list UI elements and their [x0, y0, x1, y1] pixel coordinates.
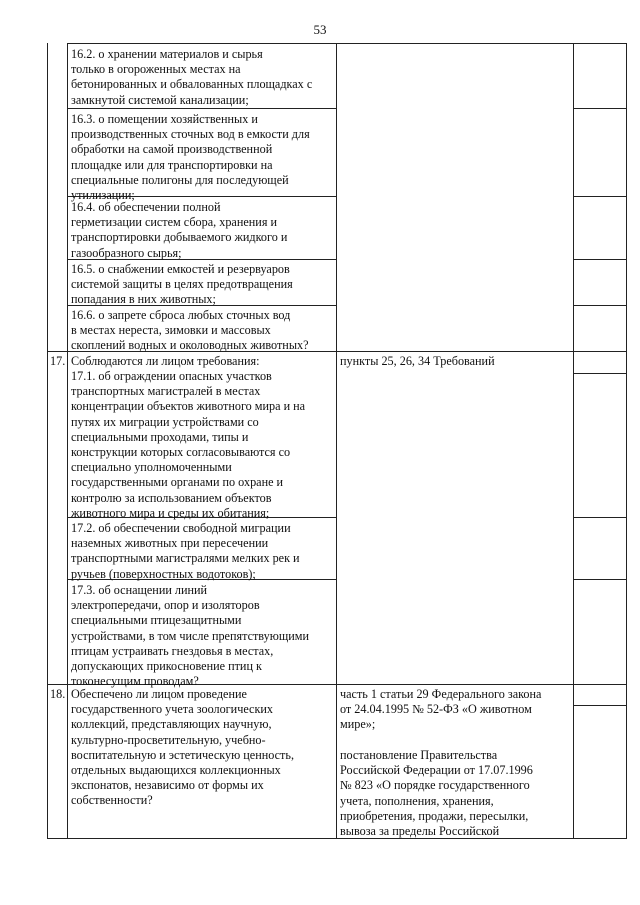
item-17-3: 17.3. об оснащении линий электропередачи, опор и изоляторов специальными птицезащитными устройствами, в том числе препятствующими птицам устраивать гнездовья в местах, допускающих прикосновение птиц к токонесущим проводам? [71, 583, 309, 689]
table-border-right [626, 43, 627, 838]
row-divider [573, 305, 627, 306]
item-18-reference-decree: постановление Правительства Российской Федерации от 17.07.1996 № 823 «О порядке государственного учета, пополнения, хранения, приобретения, продажи, пересылки, вывоза за пределы Российской [340, 748, 533, 839]
requirements-table [47, 43, 627, 838]
item-16-5: 16.5. о снабжении емкостей и резервуаров системой защиты в целях предотвращения попадания в них животных; [71, 262, 293, 307]
item-16-3: 16.3. о помещении хозяйственных и производственных сточных вод в емкости для обработки на самой производственной площадке или для транспортировки на специальные полигоны для последующей утилизации; [71, 112, 310, 203]
column-divider-question [336, 43, 337, 838]
row-top-border [67, 43, 627, 44]
item-17-1: 17.1. об ограждении опасных участков транспортных магистралей в местах концентрации объектов животного мира и на путях их миграции устройствами со специальными проходами, типы и конструкции которых согласовываются со специально уполномоченными государственными органами по охране и контролю за использованием объектов животного мира и среды их обитания; [71, 369, 306, 520]
row-divider [573, 517, 627, 518]
item-16-2: 16.2. о хранении материалов и сырья только в огороженных местах на бетонированных и обвалованных площадках с замкнутой системой канализации; [71, 47, 313, 107]
row-number-18: 18. [50, 687, 66, 701]
table-border-left [47, 43, 48, 838]
item-18-question: Обеспечено ли лицом проведение государственного учета зоологических коллекций, представляющих научную, культурно-просветительную, учебно- воспитательную и эстетическую ценность, отдельных выдающихся коллекционных экспонатов, независимо от формы их собственности? [71, 687, 294, 808]
row-divider [573, 373, 627, 374]
row-divider [573, 259, 627, 260]
column-divider-reference [573, 43, 574, 838]
row-divider [573, 579, 627, 580]
item-18-reference-law: часть 1 статьи 29 Федерального закона от 24.04.1995 № 52-ФЗ «О животном мире»; [340, 687, 542, 732]
item-17-reference: пункты 25, 26, 34 Требований [340, 354, 495, 368]
item-16-4: 16.4. об обеспечении полной герметизации систем сбора, хранения и транспортировки добываемого жидкого и газообразного сырья; [71, 200, 288, 260]
column-divider-number [67, 43, 68, 838]
row-divider [573, 196, 627, 197]
row-divider [67, 108, 336, 109]
row-divider [573, 705, 627, 706]
item-17-2: 17.2. об обеспечении свободной миграции наземных животных при пересечении транспортными магистралями мелких рек и ручьев (поверхностных водотоков); [71, 521, 300, 581]
page-number: 53 [313, 22, 327, 37]
item-16-6: 16.6. о запрете сброса любых сточных вод в местах нереста, зимовки и массовых скоплений водных и околоводных животных? [71, 308, 309, 353]
row-number-17: 17. [50, 354, 66, 368]
item-17-heading: Соблюдаются ли лицом требования: [71, 354, 260, 368]
row-divider [573, 108, 627, 109]
